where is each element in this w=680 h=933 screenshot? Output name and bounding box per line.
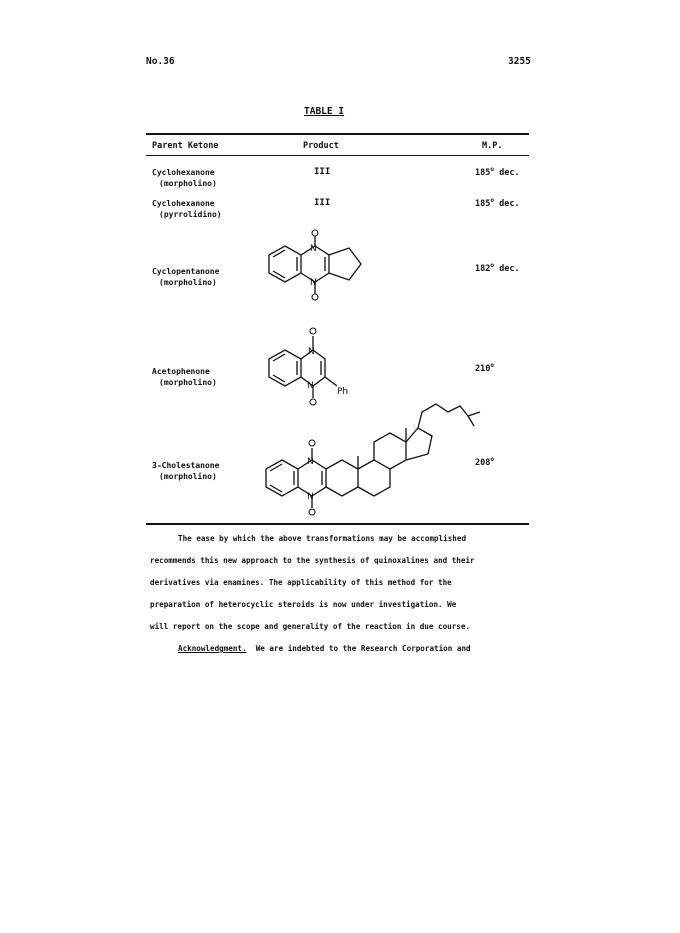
amine-name: (morpholino) — [159, 378, 217, 387]
nitrogen-label: N — [307, 457, 314, 467]
body-line: derivatives via enamines. The applicability of this method for the — [150, 578, 452, 587]
acknowledgment-text: We are indebted to the Research Corporation and — [246, 644, 471, 653]
body-line: The ease by which the above transformations may be accomplished — [178, 534, 467, 543]
column-header-mp: M.P. — [482, 141, 503, 151]
nitrogen-label: N — [308, 347, 315, 357]
melting-point: 185$^o$ dec. — [475, 197, 520, 209]
body-line: preparation of heterocyclic steroids is now under investigation. We — [150, 600, 457, 609]
nitrogen-label: N — [307, 381, 314, 391]
table-row-ketone — [152, 167, 217, 189]
table-bottom-rule — [146, 523, 529, 525]
cyclopentaquinoxaline-dioxide-structure — [255, 228, 375, 320]
table-row-ketone — [152, 198, 222, 220]
melting-point: 182$^o$ dec. — [475, 262, 520, 274]
amine-name: (morpholino) — [159, 278, 217, 287]
phenyl-label: Ph — [337, 387, 349, 397]
ketone-name: Cyclohexanone — [152, 168, 215, 177]
acknowledgment-line — [150, 638, 540, 660]
product-label: III — [314, 198, 331, 208]
table-header-rule — [146, 155, 529, 156]
nitrogen-label: N — [310, 244, 317, 254]
table-row-ketone — [152, 266, 219, 288]
body-paragraph — [150, 528, 540, 660]
nitrogen-label: N — [310, 278, 317, 288]
column-header-parent-ketone: Parent Ketone — [152, 141, 219, 151]
ketone-name: Cyclopentanone — [152, 267, 220, 276]
page-header-left: No.36 — [146, 56, 175, 67]
product-label: III — [314, 167, 331, 177]
ketone-name: Acetophenone — [152, 367, 210, 376]
ketone-name: Cyclohexanone — [152, 199, 215, 208]
table-row-ketone — [152, 366, 217, 388]
amine-name: (pyrrolidino) — [159, 210, 222, 219]
melting-point: 208$^o$ — [475, 456, 494, 468]
table-title: TABLE I — [304, 106, 345, 117]
column-header-product: Product — [303, 141, 339, 151]
ketone-name: 3-Cholestanone — [152, 461, 220, 470]
page-number: 3255 — [508, 56, 531, 67]
table-row-ketone — [152, 460, 219, 482]
melting-point: 185$^o$ dec. — [475, 166, 520, 178]
acknowledgment-heading: Acknowledgment. — [178, 644, 247, 653]
nitrogen-label: N — [307, 492, 314, 502]
cholestanoquinoxaline-dioxide-structure — [260, 398, 490, 520]
body-line: recommends this new approach to the synthesis of quinoxalines and their — [150, 556, 475, 565]
body-line: will report on the scope and generality of the reaction in due course. — [150, 622, 471, 631]
table-top-rule — [146, 133, 529, 135]
amine-name: (morpholino) — [159, 179, 217, 188]
melting-point: 210$^o$ — [475, 362, 494, 374]
amine-name: (morpholino) — [159, 472, 217, 481]
